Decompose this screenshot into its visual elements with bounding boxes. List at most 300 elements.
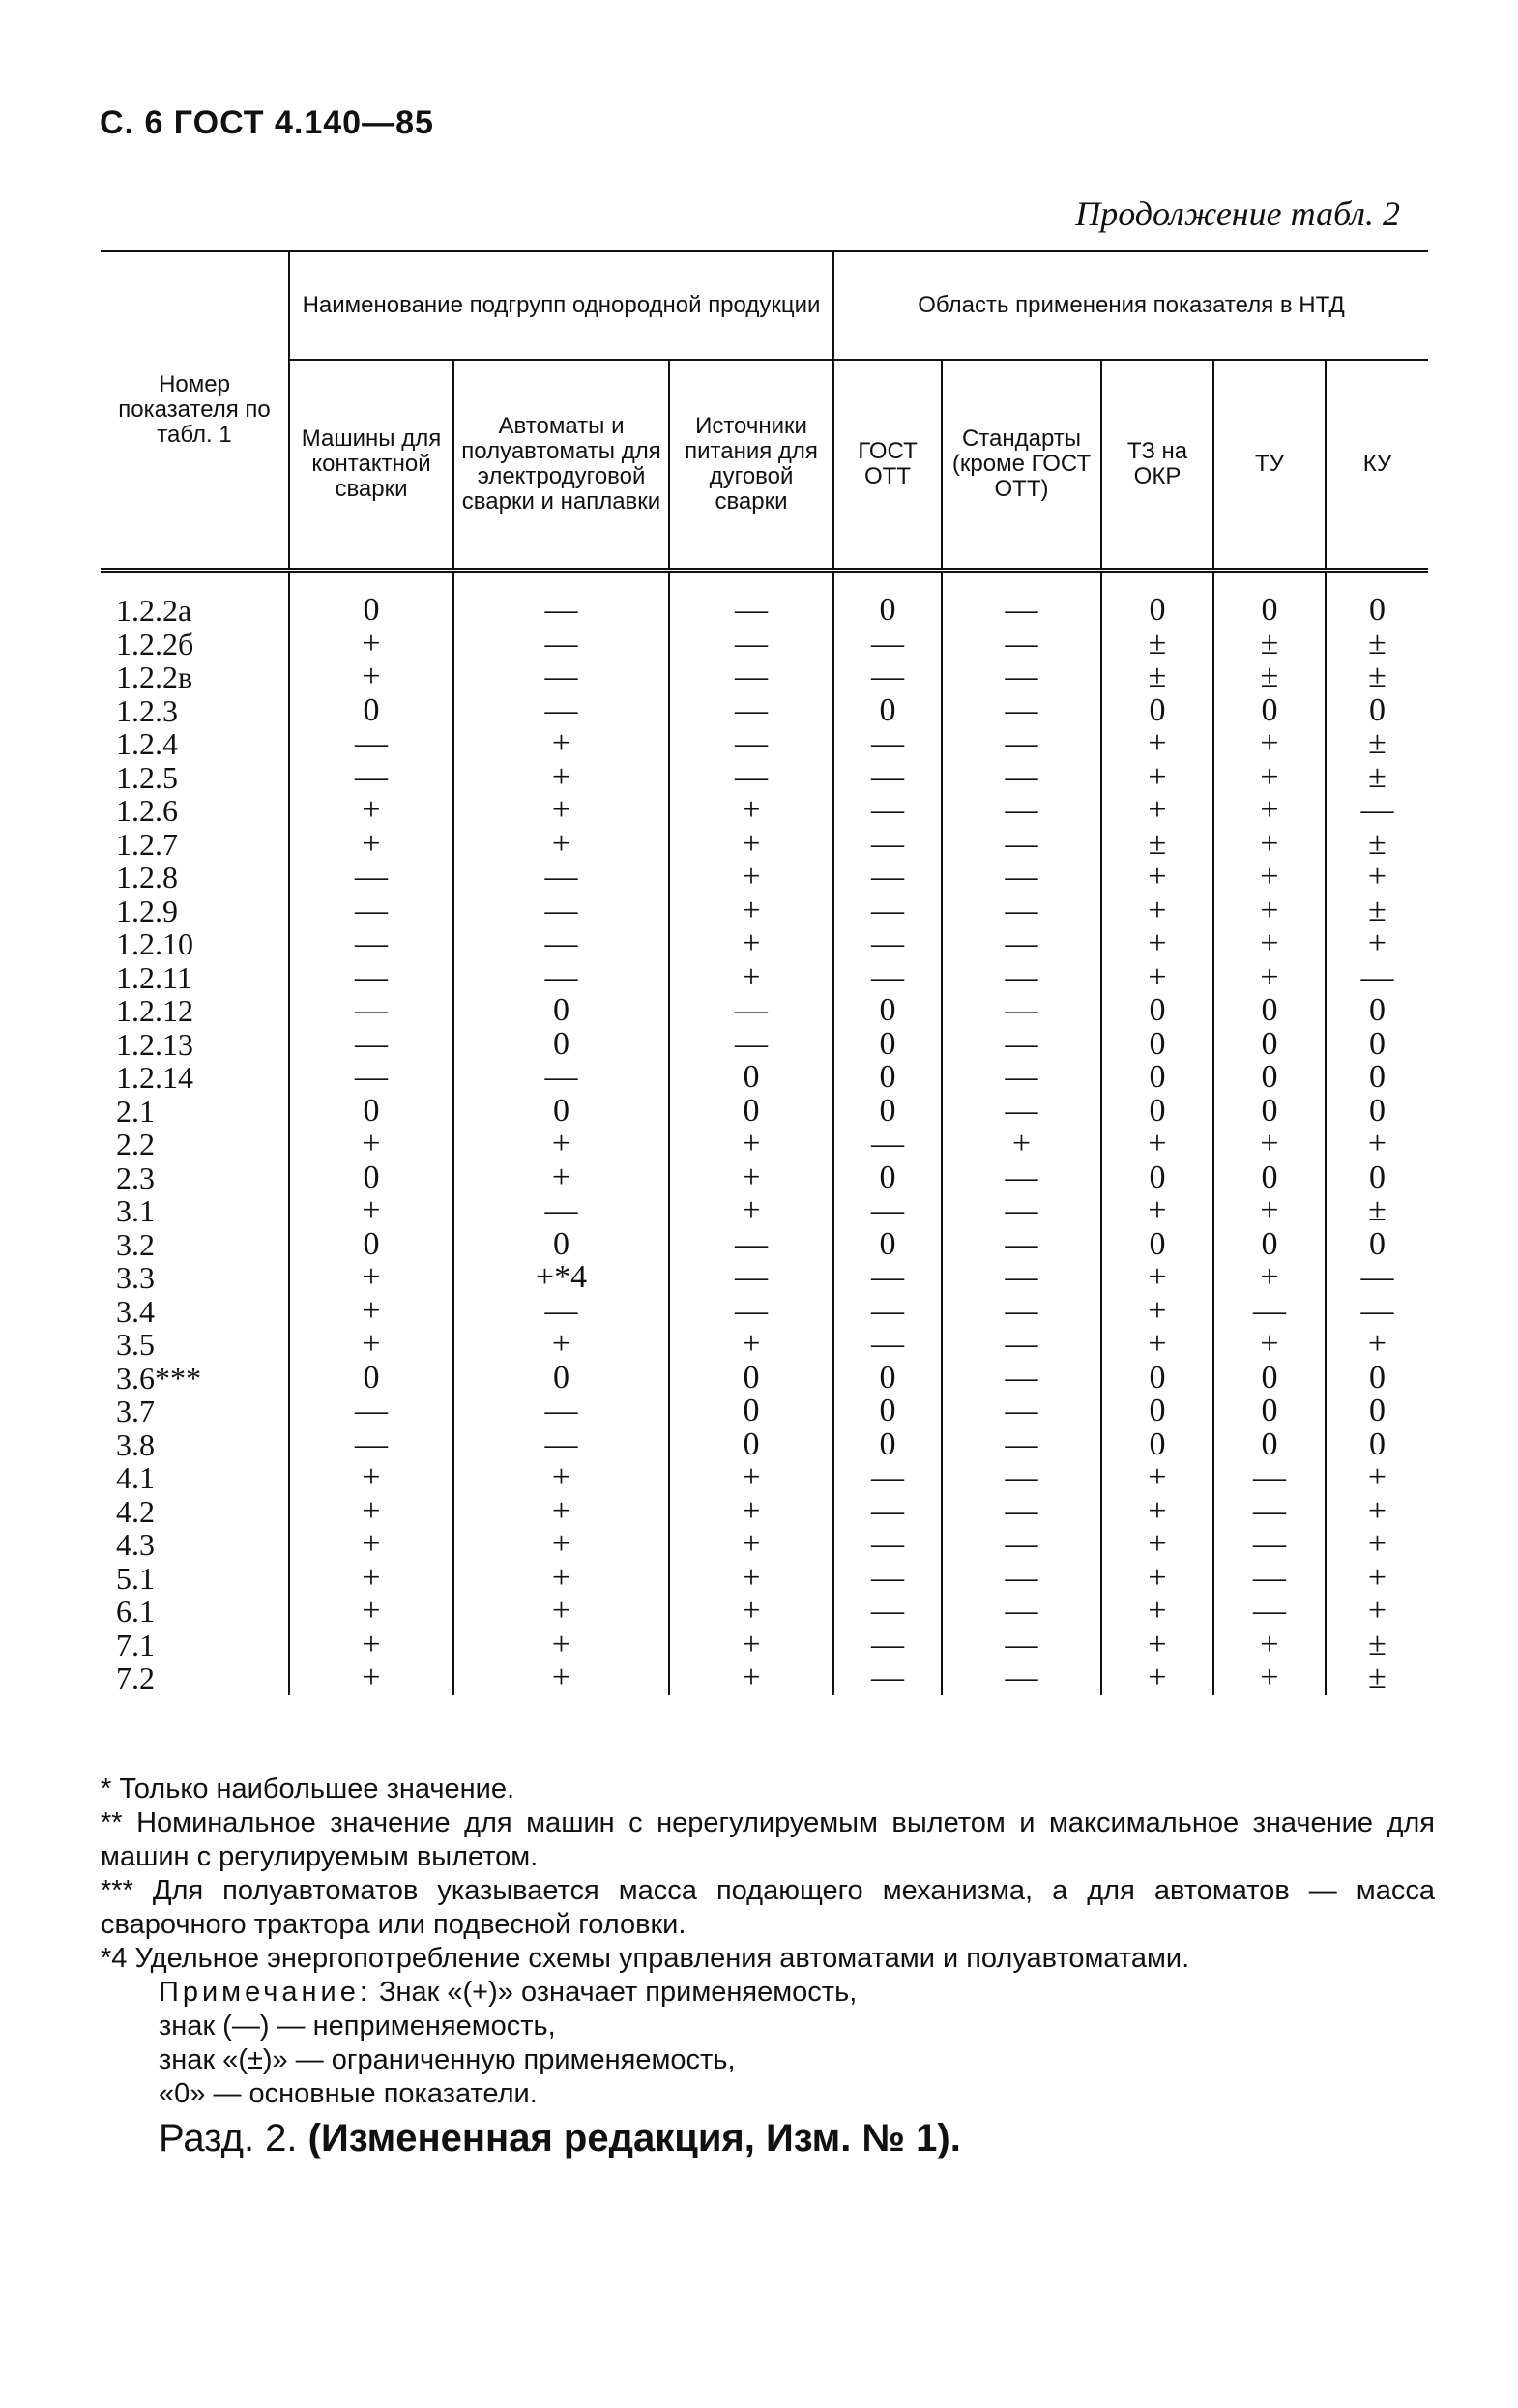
cell-col-gost-ott: 0 [833,1428,942,1462]
table-row [101,1328,1428,1362]
cell-col-standards: — [942,1228,1101,1262]
indicator-number: 1.2.10 [116,926,193,961]
cell-col-contact-welding: + [289,1461,453,1495]
cell-col-gost-ott: — [833,1629,942,1662]
cell-col-standards: — [942,1194,1101,1228]
footnote-text: Для полуавтоматов указывается масса подающего механизма, а для автоматов — масса сварочного трактора или подвесной головки. [101,1875,1435,1940]
cell-col-tz-okr: 0 [1101,1028,1213,1062]
indicator-number: 3.7 [116,1394,155,1428]
cell-col-arc-automatic: + [453,761,669,795]
cell-col-gost-ott: — [833,895,942,928]
cell-col-arc-power: + [669,961,833,995]
cell-col-arc-power: + [669,1128,833,1161]
cell-col-standards: — [942,1028,1101,1062]
cell-col-arc-automatic: — [453,1428,669,1462]
footnotes [101,1773,1435,2161]
table-row [101,1661,1428,1695]
cell-col-tz-okr: 0 [1101,571,1213,628]
note-first-line [159,1976,1435,2010]
cell-col-contact-welding: + [289,1128,453,1161]
cell-col-contact-welding: 0 [289,1161,453,1195]
cell-col-contact-welding: 0 [289,571,453,628]
cell-col-tu: + [1213,895,1326,928]
indicator-number: 3.8 [116,1426,155,1462]
header-col-contact-welding: Машины для контактной сварки [289,360,453,571]
cell-col-arc-automatic: + [453,1495,669,1529]
cell-col-arc-automatic: 0 [453,1028,669,1062]
cell-col-contact-welding: + [289,794,453,828]
header-col-tu: ТУ [1213,360,1326,571]
cell-col-tu: — [1213,1461,1326,1495]
cell-col-contact-welding: + [289,1328,453,1362]
cell-col-contact-welding: + [289,661,453,694]
table-row [101,761,1428,795]
cell-col-tz-okr: + [1101,927,1213,961]
indicator-number: 3.4 [116,1293,155,1329]
table-row [101,1261,1428,1295]
table-continuation-label: Продолжение табл. 2 [1075,194,1400,233]
footnote-text: Только наибольшее значение. [119,1774,515,1805]
page-header: С. 6 ГОСТ 4.140—85 [100,104,434,141]
cell-col-gost-ott: — [833,1194,942,1228]
revision-text: (Измененная редакция, Изм. № 1). [307,2117,961,2159]
footnote [101,1773,1435,1806]
header-col-gost-ott: ГОСТ ОТТ [833,360,942,571]
cell-col-tz-okr: 0 [1101,1362,1213,1395]
cell-col-ku: — [1326,1261,1428,1295]
cell-col-tu: + [1213,927,1326,961]
cell-col-tz-okr: + [1101,1595,1213,1629]
cell-col-standards: — [942,571,1101,628]
cell-col-arc-power: — [669,1228,833,1262]
table-row [101,661,1428,694]
cell-col-tu: — [1213,1295,1326,1329]
cell-col-standards: — [942,1428,1101,1462]
cell-col-tz-okr: 0 [1101,1061,1213,1095]
cell-col-arc-automatic: + [453,1128,669,1161]
cell-col-tu: 0 [1213,1395,1326,1428]
cell-col-gost-ott: — [833,961,942,995]
cell-col-standards: — [942,1061,1101,1095]
cell-col-ku: 0 [1326,694,1428,728]
cell-col-gost-ott: 0 [833,1061,942,1095]
cell-col-gost-ott: — [833,761,942,795]
cell-col-arc-power: + [669,927,833,961]
cell-col-ku: + [1326,1328,1428,1362]
cell-col-gost-ott: — [833,1261,942,1295]
cell-col-tz-okr: + [1101,1629,1213,1662]
cell-col-standards: — [942,1661,1101,1695]
indicator-number: 1.2.14 [116,1060,193,1095]
cell-col-gost-ott: — [833,828,942,862]
header-col-arc-power: Источники питания для дуговой сварки [669,360,833,571]
cell-col-tu: 0 [1213,694,1326,728]
cell-col-tz-okr: ± [1101,628,1213,661]
cell-col-tu: 0 [1213,1161,1326,1195]
cell-col-arc-automatic: 0 [453,994,669,1028]
cell-col-standards: + [942,1128,1101,1161]
indicator-number: 3.6*** [116,1360,201,1395]
table-row [101,895,1428,928]
indicator-number: 3.1 [116,1193,155,1228]
cell-col-arc-automatic: — [453,571,669,628]
cell-col-gost-ott: — [833,727,942,761]
cell-col-gost-ott: — [833,1661,942,1695]
cell-col-arc-power: + [669,828,833,862]
note-line-minus: знак (—) — неприменяемость, [159,2011,556,2041]
cell-col-contact-welding: + [289,1562,453,1596]
cell-col-ku: ± [1326,1629,1428,1662]
cell-col-ku: + [1326,1562,1428,1596]
cell-col-tu: + [1213,861,1326,895]
cell-col-tz-okr: + [1101,961,1213,995]
table-row [101,961,1428,995]
cell-col-arc-automatic: — [453,1194,669,1228]
indicator-number: 1.2.11 [116,959,192,995]
cell-col-arc-automatic: +*4 [453,1261,669,1295]
cell-col-tu: + [1213,794,1326,828]
cell-col-gost-ott: — [833,1295,942,1329]
cell-col-arc-automatic: + [453,1528,669,1562]
table-row [101,1428,1428,1462]
table-row [101,571,1428,628]
cell-col-arc-power: 0 [669,1061,833,1095]
cell-col-arc-power: 0 [669,1395,833,1428]
cell-col-tu: + [1213,761,1326,795]
table-row [101,927,1428,961]
header-col-arc-automatic: Автоматы и полуавтоматы для электродуговой сварки и наплавки [453,360,669,571]
indicator-number: 2.3 [116,1160,155,1195]
cell-col-arc-automatic: + [453,1461,669,1495]
cell-col-arc-automatic: — [453,1395,669,1428]
table-row [101,1562,1428,1596]
cell-col-standards: — [942,761,1101,795]
cell-col-tu: 0 [1213,1061,1326,1095]
cell-col-arc-power: 0 [669,1362,833,1395]
indicator-number: 1.2.13 [116,1026,193,1062]
cell-col-standards: — [942,927,1101,961]
cell-col-tu: 0 [1213,1228,1326,1262]
table-row [101,1061,1428,1095]
footnote [101,1806,1435,1874]
cell-col-gost-ott: 0 [833,1095,942,1129]
cell-col-tu: — [1213,1562,1326,1596]
table-row [101,794,1428,828]
cell-col-contact-welding: + [289,1629,453,1662]
cell-col-gost-ott: — [833,861,942,895]
cell-col-arc-power: 0 [669,1095,833,1129]
cell-col-standards: — [942,727,1101,761]
cell-col-tz-okr: + [1101,1528,1213,1562]
cell-col-arc-power: — [669,1028,833,1062]
cell-col-tu: — [1213,1595,1326,1629]
cell-col-tz-okr: ± [1101,661,1213,694]
cell-col-contact-welding: — [289,895,453,928]
cell-col-standards: — [942,828,1101,862]
cell-col-ku: + [1326,1461,1428,1495]
cell-col-arc-automatic: — [453,1061,669,1095]
cell-col-tu: + [1213,727,1326,761]
cell-col-arc-power: — [669,1295,833,1329]
cell-col-ku: + [1326,1528,1428,1562]
revision-prefix: Разд. 2. [159,2117,298,2159]
cell-col-contact-welding: — [289,761,453,795]
cell-col-arc-automatic: + [453,828,669,862]
cell-col-standards: — [942,1395,1101,1428]
cell-col-arc-automatic: 0 [453,1228,669,1262]
indicator-number: 1.2.3 [116,692,178,728]
cell-col-standards: — [942,1362,1101,1395]
cell-col-contact-welding: + [289,1261,453,1295]
cell-col-arc-power: — [669,571,833,628]
table-row [101,1528,1428,1562]
cell-col-tu: + [1213,1661,1326,1695]
table-row [101,1194,1428,1228]
cell-col-ku: — [1326,794,1428,828]
table-row [101,1161,1428,1195]
table-row [101,1395,1428,1428]
cell-col-arc-power: — [669,628,833,661]
table-row [101,1095,1428,1129]
cell-col-contact-welding: + [289,1595,453,1629]
cell-col-contact-welding: — [289,961,453,995]
cell-col-tz-okr: + [1101,1194,1213,1228]
cell-col-tu: 0 [1213,571,1326,628]
cell-col-gost-ott: 0 [833,994,942,1028]
cell-col-tz-okr: ± [1101,828,1213,862]
footnote-text: Удельное энергопотребление схемы управления автоматами и полуавтоматами. [134,1943,1190,1974]
cell-col-arc-automatic: + [453,727,669,761]
indicator-number: 2.1 [116,1093,155,1129]
table-row [101,1295,1428,1329]
cell-col-contact-welding: — [289,1028,453,1062]
cell-col-arc-automatic: + [453,1661,669,1695]
cell-col-ku: + [1326,1128,1428,1161]
cell-col-standards: — [942,1161,1101,1195]
cell-col-contact-welding: + [289,1194,453,1228]
cell-col-gost-ott: 0 [833,1362,942,1395]
footnote [101,1874,1435,1942]
cell-col-contact-welding: — [289,927,453,961]
cell-col-tu: 0 [1213,994,1326,1028]
cell-col-ku: ± [1326,828,1428,862]
cell-col-gost-ott: 0 [833,1028,942,1062]
indicator-number: 1.2.2в [116,660,193,694]
cell-col-contact-welding: + [289,1528,453,1562]
cell-col-tu: + [1213,1194,1326,1228]
cell-col-ku: 0 [1326,1061,1428,1095]
cell-col-ku: ± [1326,661,1428,694]
cell-col-arc-power: + [669,1461,833,1495]
cell-col-tz-okr: + [1101,1562,1213,1596]
cell-col-tz-okr: + [1101,1128,1213,1161]
cell-col-arc-power: 0 [669,1428,833,1462]
cell-col-ku: + [1326,861,1428,895]
cell-col-gost-ott: — [833,1328,942,1362]
cell-col-tu: + [1213,961,1326,995]
cell-col-ku: ± [1326,1661,1428,1695]
cell-col-standards: — [942,961,1101,995]
cell-col-standards: — [942,1495,1101,1529]
cell-col-arc-power: + [669,895,833,928]
indicator-number: 1.2.2а [116,593,192,628]
indicator-number: 4.1 [116,1460,155,1495]
table-row [101,1228,1428,1262]
cell-col-arc-power: + [669,1661,833,1695]
cell-col-arc-automatic: — [453,1295,669,1329]
cell-col-tu: + [1213,1128,1326,1161]
cell-col-tu: ± [1213,661,1326,694]
cell-col-ku: 0 [1326,1095,1428,1129]
footnote [101,1942,1435,1976]
cell-col-ku: 0 [1326,1428,1428,1462]
indicator-number: 3.2 [116,1226,155,1262]
table-row [101,994,1428,1028]
cell-col-tz-okr: + [1101,861,1213,895]
table-row [101,1595,1428,1629]
cell-col-gost-ott: 0 [833,1228,942,1262]
cell-col-arc-automatic: + [453,1161,669,1195]
cell-col-ku: 0 [1326,1161,1428,1195]
indicator-number: 7.2 [116,1660,155,1695]
indicator-number: 6.1 [116,1594,155,1629]
cell-col-arc-automatic: — [453,927,669,961]
cell-col-gost-ott: 0 [833,571,942,628]
cell-col-tz-okr: 0 [1101,694,1213,728]
cell-col-gost-ott: 0 [833,1395,942,1428]
indicator-number: 1.2.2б [116,626,194,661]
table-row [101,1461,1428,1495]
cell-col-standards: — [942,1528,1101,1562]
cell-col-tu: — [1213,1528,1326,1562]
table-row [101,861,1428,895]
indicator-number: 3.3 [116,1260,155,1295]
cell-col-gost-ott: — [833,1528,942,1562]
cell-col-standards: — [942,661,1101,694]
indicator-number: 7.1 [116,1627,155,1662]
cell-col-arc-automatic: — [453,628,669,661]
cell-col-ku: ± [1326,727,1428,761]
cell-col-contact-welding: + [289,628,453,661]
footnote-text: Номинальное значение для машин с нерегулируемым вылетом и максимальное значение для машин с регулируемым вылетом. [101,1807,1436,1872]
cell-col-tz-okr: 0 [1101,1395,1213,1428]
footnote-mark: *** [101,1875,133,1906]
footnote-list [101,1773,1435,1976]
cell-col-ku: 0 [1326,1228,1428,1262]
cell-col-gost-ott: — [833,1595,942,1629]
cell-col-tz-okr: + [1101,761,1213,795]
cell-col-ku: 0 [1326,994,1428,1028]
cell-col-contact-welding: 0 [289,1228,453,1262]
cell-col-tz-okr: + [1101,1295,1213,1329]
header-columns-row [101,360,1428,571]
footnote-mark: *4 [101,1943,128,1974]
cell-col-tu: — [1213,1495,1326,1529]
cell-col-standards: — [942,1461,1101,1495]
note-line-zero: «0» — основные показатели. [159,2078,538,2109]
indicator-number: 1.2.7 [116,826,178,862]
cell-col-ku: 0 [1326,1395,1428,1428]
indicator-number: 1.2.12 [116,993,193,1028]
cell-col-arc-power: — [669,727,833,761]
cell-col-arc-power: + [669,1528,833,1562]
cell-col-tu: 0 [1213,1028,1326,1062]
cell-col-tz-okr: + [1101,727,1213,761]
cell-col-ku: ± [1326,1194,1428,1228]
header-indicator-number: Номер показателя по табл. 1 [101,251,289,571]
cell-col-arc-automatic: — [453,661,669,694]
cell-col-arc-automatic: 0 [453,1095,669,1129]
cell-col-contact-welding: — [289,1061,453,1095]
indicator-number: 1.2.4 [116,726,178,761]
cell-col-arc-automatic: + [453,1595,669,1629]
cell-col-contact-welding: — [289,861,453,895]
cell-col-arc-power: + [669,1495,833,1529]
cell-col-tu: 0 [1213,1428,1326,1462]
cell-col-arc-power: + [669,861,833,895]
cell-col-tz-okr: + [1101,1661,1213,1695]
cell-col-tz-okr: + [1101,1461,1213,1495]
cell-col-arc-automatic: + [453,1562,669,1596]
cell-col-arc-automatic: 0 [453,1362,669,1395]
header-col-ku: КУ [1326,360,1428,571]
cell-col-ku: + [1326,1595,1428,1629]
cell-col-ku: 0 [1326,1362,1428,1395]
cell-col-arc-power: — [669,661,833,694]
cell-col-arc-power: + [669,1629,833,1662]
cell-col-ku: — [1326,1295,1428,1329]
indicator-number: 1.2.5 [116,759,178,795]
cell-col-arc-power: — [669,694,833,728]
cell-col-ku: — [1326,961,1428,995]
cell-col-contact-welding: + [289,1495,453,1529]
cell-col-contact-welding: 0 [289,694,453,728]
indicator-number: 1.2.9 [116,893,178,928]
table-row [101,1028,1428,1062]
cell-col-arc-automatic: — [453,895,669,928]
cell-col-contact-welding: 0 [289,1362,453,1395]
cell-col-tu: 0 [1213,1095,1326,1129]
cell-col-arc-power: — [669,994,833,1028]
cell-col-arc-automatic: — [453,961,669,995]
cell-col-arc-power: + [669,1562,833,1596]
cell-col-arc-power: + [669,1328,833,1362]
cell-col-arc-automatic: — [453,861,669,895]
indicator-number: 1.2.8 [116,860,178,895]
cell-col-gost-ott: 0 [833,1161,942,1195]
cell-col-ku: ± [1326,761,1428,795]
cell-col-standards: — [942,895,1101,928]
cell-col-arc-automatic: + [453,1629,669,1662]
table-body [101,571,1428,1695]
cell-col-contact-welding: — [289,1395,453,1428]
table-row [101,828,1428,862]
cell-col-standards: — [942,1595,1101,1629]
table-row [101,694,1428,728]
cell-col-tz-okr: 0 [1101,1428,1213,1462]
table-row [101,1362,1428,1395]
table-row [101,1495,1428,1529]
cell-col-arc-automatic: — [453,694,669,728]
cell-col-standards: — [942,1261,1101,1295]
note-line-plusminus: знак «(±)» — ограниченную применяемость, [159,2044,736,2075]
cell-col-tu: + [1213,1328,1326,1362]
cell-col-tz-okr: 0 [1101,1095,1213,1129]
cell-col-contact-welding: + [289,1295,453,1329]
cell-col-ku: + [1326,927,1428,961]
cell-col-gost-ott: — [833,1562,942,1596]
note-line-plus: Знак «(+)» означает применяемость, [378,1977,858,2008]
